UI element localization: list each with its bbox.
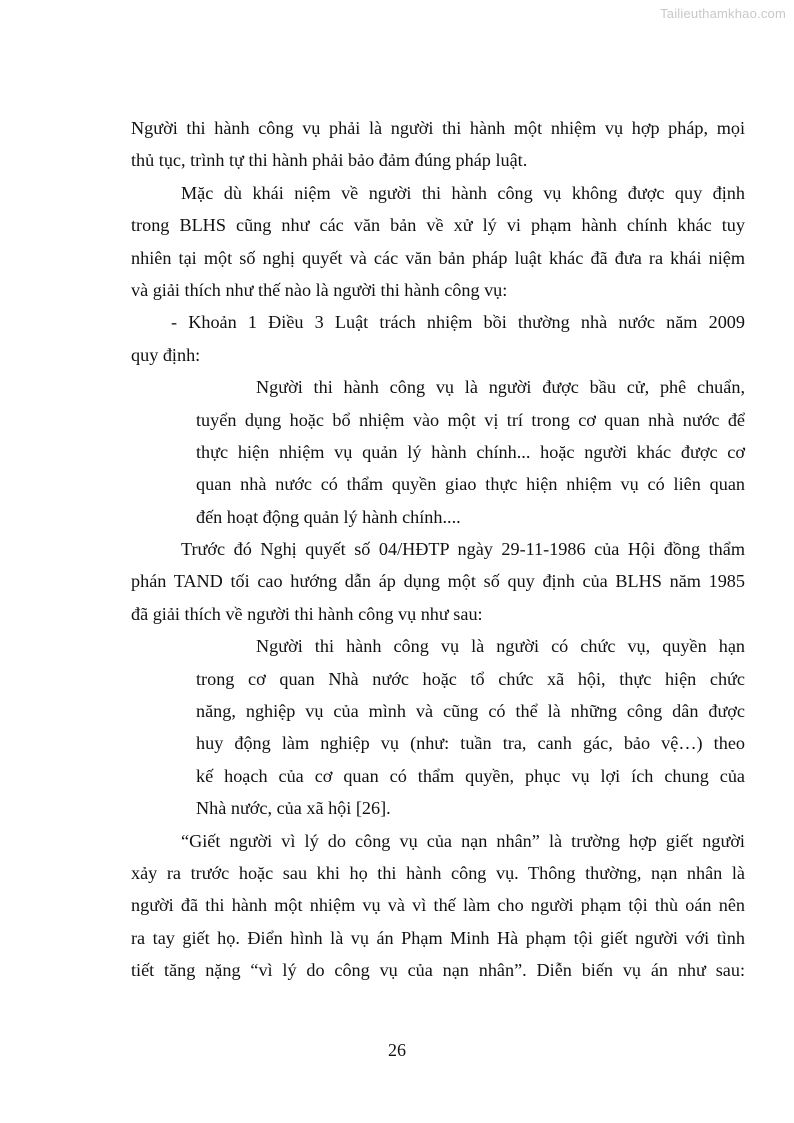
text-line: người đã thi hành một nhiệm vụ và vì thế làm cho người phạm tội thù oán nên bbox=[131, 895, 745, 916]
block-quote bbox=[196, 371, 745, 533]
page-number: 26 bbox=[388, 1040, 406, 1060]
text-line: Người thi hành công vụ là người có chức vụ, quyền hạn bbox=[256, 636, 745, 657]
paragraph bbox=[131, 177, 745, 307]
paragraph bbox=[131, 533, 745, 630]
text-line: kế hoạch của cơ quan có thẩm quyền, phục vụ lợi ích chung của bbox=[196, 765, 745, 786]
text-line: - Khoản 1 Điều 3 Luật trách nhiệm bồi thường nhà nước năm 2009 bbox=[171, 312, 745, 333]
text-line: Người thi hành công vụ là người được bầu cử, phê chuẩn, bbox=[256, 377, 745, 398]
document-body bbox=[131, 112, 745, 987]
text-line: quan nhà nước có thẩm quyền giao thực hiện nhiệm vụ có liên quan bbox=[196, 474, 745, 495]
paragraph bbox=[131, 306, 745, 371]
text-line: xảy ra trước hoặc sau khi họ thi hành công vụ. Thông thường, nạn nhân là bbox=[131, 862, 745, 883]
text-line: Trước đó Nghị quyết số 04/HĐTP ngày 29-11-1986 của Hội đồng thẩm bbox=[181, 539, 745, 560]
paragraph bbox=[131, 112, 745, 177]
text-line: thực hiện nhiệm vụ quản lý hành chính... hoặc người khác được cơ bbox=[196, 441, 745, 462]
paragraph bbox=[131, 825, 745, 987]
text-line: “Giết người vì lý do công vụ của nạn nhân” là trường hợp giết người bbox=[181, 830, 745, 851]
watermark: Tailieuthamkhao.com bbox=[660, 6, 786, 21]
text-line: trong cơ quan Nhà nước hoặc tổ chức xã hội, thực hiện chức bbox=[196, 668, 745, 689]
text-line: Mặc dù khái niệm về người thi hành công vụ không được quy định bbox=[181, 182, 745, 203]
text-line: thủ tục, trình tự thi hành phải bảo đảm đúng pháp luật. bbox=[131, 150, 528, 171]
text-line: đến hoạt động quản lý hành chính.... bbox=[196, 506, 461, 527]
text-line: Nhà nước, của xã hội [26]. bbox=[196, 798, 391, 819]
text-line: quy định: bbox=[131, 344, 201, 365]
text-line: tiết tăng nặng “vì lý do công vụ của nạn nhân”. Diễn biến vụ án như sau: bbox=[131, 960, 745, 981]
text-line: năng, nghiệp vụ của mình và cũng có thể là những công dân được bbox=[196, 701, 745, 722]
text-line: đã giải thích về người thi hành công vụ như sau: bbox=[131, 603, 483, 624]
block-quote bbox=[196, 630, 745, 824]
text-line: ra tay giết họ. Điển hình là vụ án Phạm Minh Hà phạm tội giết người với tình bbox=[131, 927, 745, 948]
text-line: tuyển dụng hoặc bổ nhiệm vào một vị trí trong cơ quan nhà nước để bbox=[196, 409, 745, 430]
text-line: trong BLHS cũng như các văn bản về xử lý vi phạm hành chính khác tuy bbox=[131, 215, 745, 236]
text-line: Người thi hành công vụ phải là người thi hành một nhiệm vụ hợp pháp, mọi bbox=[131, 118, 745, 138]
text-line: và giải thích như thế nào là người thi hành công vụ: bbox=[131, 279, 508, 300]
text-line: nhiên tại một số nghị quyết và các văn bản pháp luật khác đã đưa ra khái niệm bbox=[131, 247, 745, 268]
text-line: phán TAND tối cao hướng dẫn áp dụng một số quy định của BLHS năm 1985 bbox=[131, 571, 745, 592]
text-line: huy động làm nghiệp vụ (như: tuần tra, canh gác, bảo vệ…) theo bbox=[196, 733, 745, 754]
